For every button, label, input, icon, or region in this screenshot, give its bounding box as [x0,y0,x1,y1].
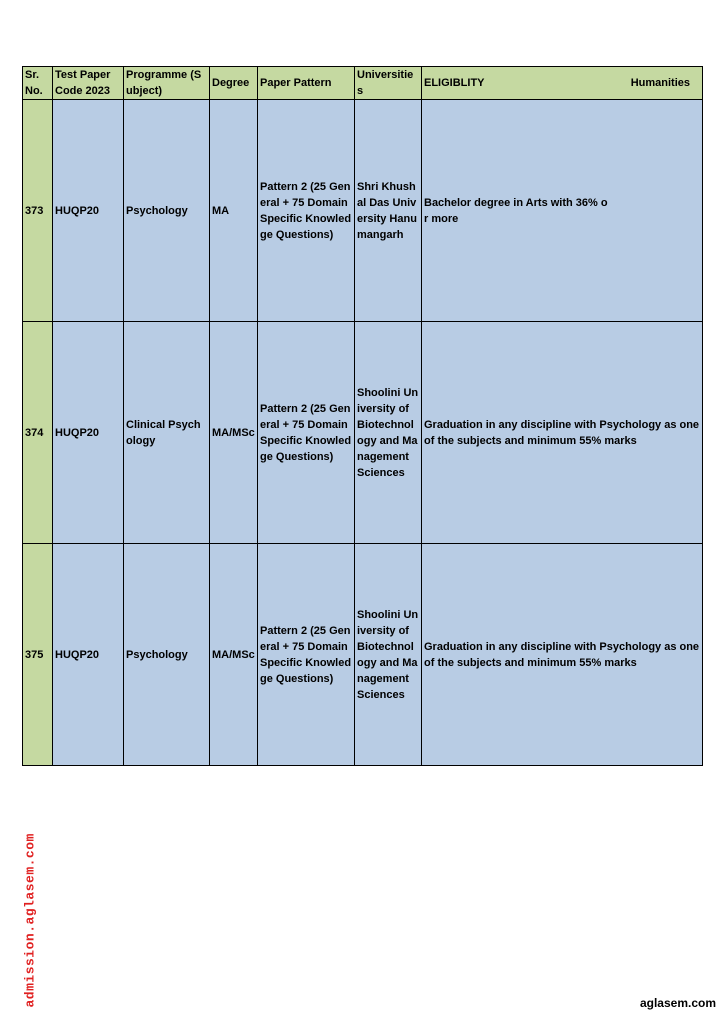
header-row [23,67,703,100]
cell-test-paper-code: HUQP20 [53,544,124,766]
header-universities: Universities [355,67,422,100]
cell-paper-pattern: Pattern 2 (25 General + 75 Domain Specific Knowledge Questions) [258,100,355,322]
footer-brand: aglasem.com [639,996,716,1010]
cell-university: Shoolini University of Biotechnology and Management Sciences [355,544,422,766]
eligibility-label: ELIGIBLITY [424,77,485,89]
table-row [23,322,703,544]
cell-sr-no: 373 [23,100,53,322]
table-row [23,544,703,766]
header-degree: Degree [210,67,258,100]
cell-sr-no: 375 [23,544,53,766]
cell-eligibility [422,100,703,322]
humanities-label: Humanities [630,77,690,89]
cell-programme: Psychology [124,544,210,766]
cell-programme: Psychology [124,100,210,322]
cell-programme: Clinical Psychology [124,322,210,544]
header-eligibility [422,67,703,100]
cell-paper-pattern: Pattern 2 (25 General + 75 Domain Specific Knowledge Questions) [258,544,355,766]
cell-sr-no: 374 [23,322,53,544]
cell-degree: MA/MSc [210,322,258,544]
cell-paper-pattern: Pattern 2 (25 General + 75 Domain Specific Knowledge Questions) [258,322,355,544]
table-row [23,100,703,322]
cell-test-paper-code: HUQP20 [53,322,124,544]
cell-university: Shri Khushal Das University Hanumangarh [355,100,422,322]
watermark: admission.aglasem.com [22,833,38,1008]
eligibility-table [22,66,703,766]
header-sr-no: Sr. No. [23,67,53,100]
header-test-paper-code: Test Paper Code 2023 [53,67,124,100]
cell-degree: MA/MSc [210,544,258,766]
cell-test-paper-code: HUQP20 [53,100,124,322]
cell-eligibility: Graduation in any discipline with Psychology as one of the subjects and minimum 55% marks [422,322,703,544]
cell-university: Shoolini University of Biotechnology and Management Sciences [355,322,422,544]
cell-eligibility: Graduation in any discipline with Psychology as one of the subjects and minimum 55% marks [422,544,703,766]
cell-degree: MA [210,100,258,322]
header-programme: Programme (Subject) [124,67,210,100]
header-paper-pattern: Paper Pattern [258,67,355,100]
eligibility-text: Bachelor degree in Arts with 36% or more [424,196,608,225]
